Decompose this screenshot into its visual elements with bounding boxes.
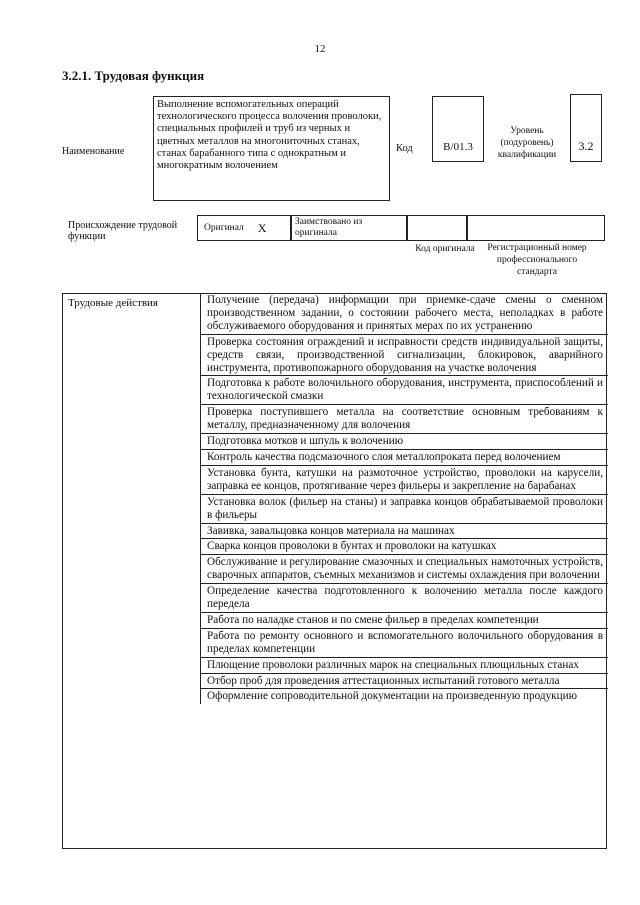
labor-action-item: Определение качества подготовленного к волочению металла после каждого передела	[201, 584, 608, 613]
origin-original-cell	[197, 215, 291, 241]
level-value: 3.2	[570, 94, 602, 162]
section-title: 3.2.1. Трудовая функция	[62, 68, 205, 83]
labor-action-item: Проверка поступившего металла на соответствие основным требованиям к металлу, предназначенному для волочения	[201, 405, 608, 434]
labor-action-item: Установка волок (фильер на станы) и заправка концов обрабатываемой проволоки в фильеры	[201, 495, 608, 524]
labor-action-item: Сварка концов проволоки в бунтах и проволоки на катушках	[201, 539, 608, 555]
labor-action-item: Плющение проволоки различных марок на специальных плющильных станах	[201, 658, 608, 674]
page-number: 12	[314, 43, 326, 55]
labor-action-item: Обслуживание и регулирование смазочных и специальных намоточных устройств, сварочных аппаратов, съемных механизмов и системы охлаждения при волочении	[201, 555, 608, 584]
labor-actions-list	[200, 293, 608, 704]
code-original-label: Код оригинала	[415, 244, 475, 254]
reg-number-cell	[467, 215, 605, 241]
reg-number-label: Регистрационный номер профессионального стандарта	[487, 243, 587, 277]
labor-action-item: Проверка состояния ограждений и исправности средств индивидуальной защиты, средств связи, производственной сигнализации, блокировок, аварийного инструмента, противопожарного оборудования на участке волочения	[201, 335, 608, 377]
code-label: Код	[396, 143, 413, 154]
code-value: B/01.3	[432, 96, 484, 162]
name-label: Наименование	[62, 146, 125, 157]
code-original-cell	[407, 215, 467, 241]
labor-action-item: Работа по ремонту основного и вспомогательного волочильного оборудования в пределах компетенции	[201, 629, 608, 658]
labor-actions-label: Трудовые действия	[68, 297, 158, 309]
labor-action-item: Получение (передача) информации при приемке-сдаче смены о сменном производственном задании, о состоянии рабочего места, неполадках в работе обслуживаемого оборудования и принятых мерах по их устранению	[201, 293, 608, 335]
borrowed-label: Заимствовано из оригинала	[291, 215, 407, 241]
level-label: Уровень (подуровень) квалификации	[497, 126, 557, 160]
labor-action-item: Подготовка мотков и шпуль к волочению	[201, 434, 608, 450]
labor-action-item: Подготовка к работе волочильного оборудования, инструмента, приспособлений и технологической смазки	[201, 376, 608, 405]
labor-action-item: Контроль качества подсмазочного слоя металлопроката перед волочением	[201, 450, 608, 466]
origin-label: Происхождение трудовой функции	[68, 220, 178, 242]
name-value: Выполнение вспомогательных операций технологического процесса волочения проволоки, специальных профилей и труб из черных и цветных металлов на многониточных станах, станах барабанного типа с однократным и многократным волочением	[153, 96, 390, 201]
labor-action-item: Работа по наладке станов и по смене фильер в пределах компетенции	[201, 613, 608, 629]
labor-action-item: Установка бунта, катушки на размоточное устройство, проволоки на карусели, заправка ее концов, протягивание через фильеры и закрепление на барабанах	[201, 466, 608, 495]
labor-action-item: Завивка, завальцовка концов материала на машинах	[201, 524, 608, 540]
labor-action-item: Оформление сопроводительной документации на произведенную продукцию	[207, 690, 577, 703]
origin-row	[197, 215, 605, 241]
original-mark: X	[257, 220, 267, 235]
labor-action-item: Отбор проб для проведения аттестационных испытаний готового металла	[201, 674, 608, 690]
original-label: Оригинал	[204, 223, 244, 233]
